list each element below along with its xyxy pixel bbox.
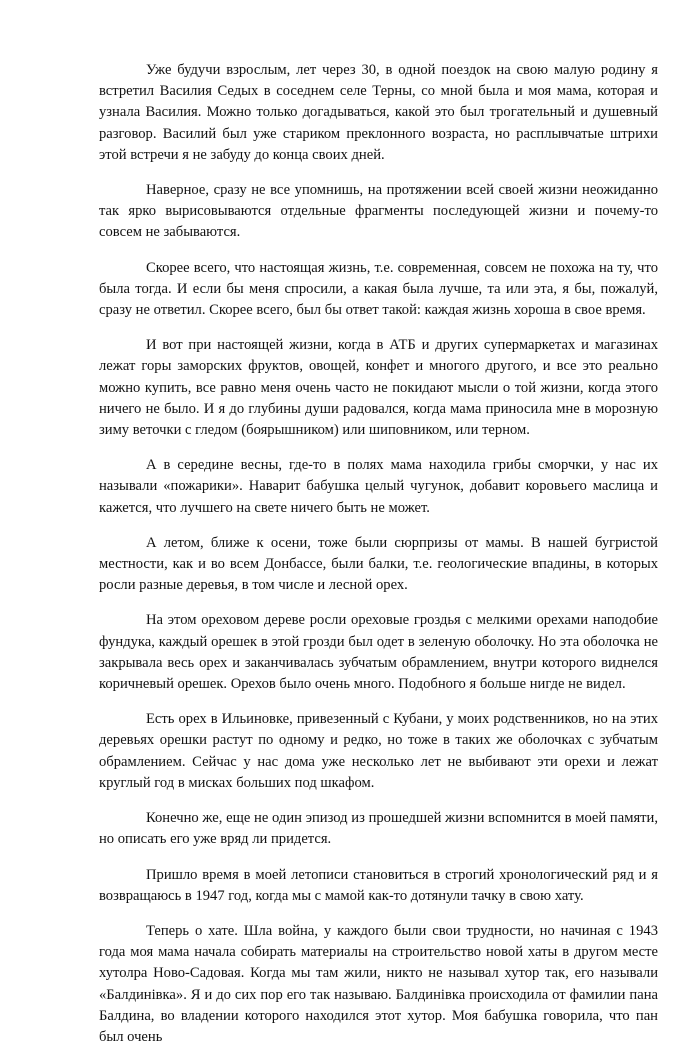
paragraph-3: Скорее всего, что настоящая жизнь, т.е. современная, совсем не похожа на ту, что была тогда. И если бы меня спросили, а какая была лучше, та или эта, я бы, пожалуй, сразу не ответил. Скорее всего, был бы ответ такой: каждая жизнь хороша в свое время. xyxy=(99,259,658,319)
paragraph-7: На этом ореховом дереве росли ореховые гроздья с мелкими орехами наподобие фундука, каждый орешек в этой грозди был одет в зеленую оболочку. Но эта оболочка не закрывала весь орех и заканчивалась зубчатым обрамлением, внутри которого виднелся коричневый орешек. Орехов было очень много. Подобного я больше нигде не видел. xyxy=(99,612,658,693)
paragraph-1: Уже будучи взрослым, лет через 30, в одной поездок на свою малую родину я встретил Василия Седых в соседнем селе Терны, со мной была и моя мама, которая и узнала Василия. Можно только догадываться, какой это был трогательный и душевный разговор. Василий был уже стариком преклонного возраста, но расплывчатые штрихи этой встречи я не забуду до конца своих дней. xyxy=(99,62,658,163)
paragraph-2: Наверное, сразу не все упомнишь, на протяжении всей своей жизни неожиданно так ярко вырисовываются отдельные фрагменты последующей жизни и почему-то совсем не забываются. xyxy=(99,182,658,241)
paragraph-8: Есть орех в Ильиновке, привезенный с Кубани, у моих родственников, но на этих деревьях орешки растут по одному и редко, но тоже в таких же оболочках с зубчатым обрамлением. Сейчас у нас дома уже несколько лет не выбивают эти орехи и лежат круглый год в мисках больших под шкафом. xyxy=(99,711,658,791)
paragraph-4: И вот при настоящей жизни, когда в АТБ и других супермаркетах и магазинах лежат горы заморских фруктов, овощей, конфет и многого другого, и все это реально можно купить, все равно меня очень часто не покидают мысли о той жизни, когда этого ничего не было. И я до глубины души радовался, когда мама приносила мне в морозную зиму веточки с гледом (боярышником) или шиповником, или терном. xyxy=(99,337,658,439)
paragraph-11: Теперь о хате. Шла война, у каждого были свои трудности, но начиная с 1943 года моя мама начала собирать материалы на строительство новой хаты в другом месте хутолра Ново-Садовая. Когда мы там жили, никто не называл хутор так, его называли «Балдинівка». Я и до сих пор его так называю. Балдинівка происходила от фамилии пана Балдина, во владении которого находился этот хутор. Моя бабушка говорила, что пан был очень xyxy=(99,922,658,1045)
paragraph-6: А летом, ближе к осени, тоже были сюрпризы от мамы. В нашей бугристой местности, как и во всем Донбассе, были балки, т.е. геологические впадины, в которых росли разные деревья, в том числе и лесной орех. xyxy=(99,534,658,594)
paragraph-10: Пришло время в моей летописи становиться в строгий хронологический ряд и я возвращаюсь в 1947 год, когда мы с мамой как-то дотянули тачку в свою хату. xyxy=(99,866,658,904)
paragraph-9: Конечно же, еще не один эпизод из прошедшей жизни вспомнится в моей памяти, но описать его уже вряд ли придется. xyxy=(99,810,658,848)
paragraph-5: А в середине весны, где-то в полях мама находила грибы сморчки, у нас их называли «пожарики». Наварит бабушка целый чугунок, добавит коровьего маслица и кажется, что лучшего на свете ничего быть не может. xyxy=(99,457,658,516)
